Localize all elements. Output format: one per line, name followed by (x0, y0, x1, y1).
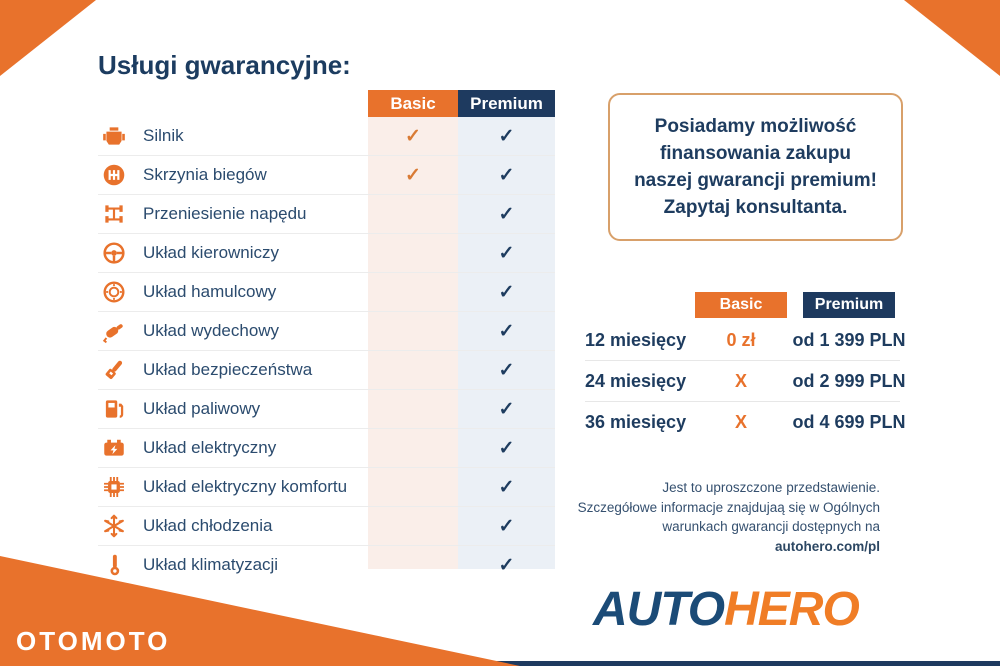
check-icon: ✓ (498, 398, 515, 420)
autohero-logo-auto: AUTO (593, 583, 725, 636)
premium-cell (458, 429, 555, 467)
basic-cell (368, 312, 458, 350)
check-icon: ✓ (498, 281, 515, 303)
premium-cell (458, 195, 555, 233)
check-icon: ✓ (498, 476, 515, 498)
premium-cell (458, 468, 555, 506)
table-row (98, 156, 555, 195)
premium-cell (458, 546, 555, 584)
service-label: Układ bezpieczeństwa (143, 360, 313, 379)
autohero-logo (593, 582, 859, 637)
corner-decoration-top-right (904, 0, 1000, 76)
check-icon: ✓ (498, 242, 515, 264)
disclaimer-line-3: warunkach gwarancji dostępnych na (662, 519, 880, 534)
service-label: Układ klimatyzacji (143, 555, 279, 574)
basic-cell (368, 546, 458, 584)
premium-cell (458, 156, 555, 194)
table-row (98, 234, 555, 273)
premium-cell (458, 234, 555, 272)
basic-cell (368, 507, 458, 545)
basic-cell (368, 468, 458, 506)
check-icon: ✓ (405, 164, 421, 186)
service-label: Układ kierowniczy (143, 243, 280, 262)
table-row (98, 195, 555, 234)
pricing-row (585, 320, 906, 361)
autohero-logo-hero: HERO (724, 583, 859, 636)
check-icon: ✓ (498, 125, 515, 147)
drivetrain-icon (101, 201, 127, 227)
pricing-rows (585, 320, 906, 442)
premium-cell (458, 351, 555, 389)
premium-cell (458, 390, 555, 428)
thermometer-icon (101, 552, 127, 578)
service-label: Układ chłodzenia (143, 516, 273, 535)
otomoto-logo: OTOMOTO (16, 626, 171, 656)
chip-icon (101, 474, 127, 500)
column-header-premium-label: Premium (470, 93, 543, 113)
battery-icon (101, 435, 127, 461)
period-label: 12 miesięcy (585, 329, 687, 350)
service-label: Przeniesienie napędu (143, 204, 307, 223)
basic-price: X (734, 411, 747, 432)
column-header-basic-label: Basic (390, 93, 436, 113)
exhaust-icon (101, 318, 127, 344)
basic-cell (368, 117, 458, 155)
page-title: Usługi gwarancyjne: (98, 50, 351, 80)
warranty-services-table (98, 50, 555, 576)
table-row (98, 468, 555, 507)
disclaimer-line-2: Szczegółowe informacje znajdujaą się w Ogólnych (577, 499, 880, 515)
check-icon: ✓ (498, 164, 515, 186)
promo-line: finansowania zakupu (659, 143, 852, 164)
basic-cell (368, 195, 458, 233)
brake-disc-icon (101, 279, 127, 305)
column-header-premium (458, 90, 555, 117)
service-label: Silnik (143, 126, 184, 145)
table-row (98, 117, 555, 156)
table-row (98, 390, 555, 429)
service-label: Układ hamulcowy (143, 282, 277, 301)
service-label: Układ elektryczny komfortu (143, 477, 348, 496)
pricing-row (585, 402, 906, 442)
pricing-row (585, 361, 906, 402)
basic-cell (368, 273, 458, 311)
disclaimer-text (560, 478, 880, 556)
promo-line: naszej gwarancji premium! (634, 170, 877, 191)
check-icon: ✓ (498, 320, 515, 342)
premium-cell (458, 507, 555, 545)
service-label: Układ wydechowy (143, 321, 280, 340)
promo-line: Posiadamy możliwość (654, 116, 857, 137)
pricing-header-basic (695, 292, 787, 318)
steering-wheel-icon (101, 240, 127, 266)
premium-cell (458, 117, 555, 155)
period-label: 24 miesięcy (585, 370, 687, 391)
premium-price: od 4 699 PLN (792, 411, 906, 432)
service-label: Skrzynia biegów (143, 165, 267, 184)
pricing-header-basic-label: Basic (719, 296, 763, 313)
check-icon: ✓ (498, 515, 515, 537)
service-label: Układ paliwowy (143, 399, 261, 418)
disclaimer-url: autohero.com/pl (774, 538, 880, 554)
basic-cell (368, 351, 458, 389)
basic-cell (368, 429, 458, 467)
gearbox-icon (101, 162, 127, 188)
engine-icon (101, 123, 127, 149)
basic-cell (368, 390, 458, 428)
snowflake-icon (101, 513, 127, 539)
table-row (98, 429, 555, 468)
disclaimer-line-1: Jest to uproszczone przedstawienie. (662, 480, 880, 495)
premium-price: od 1 399 PLN (792, 329, 906, 350)
table-row (98, 507, 555, 546)
financing-promo-box (608, 93, 903, 241)
basic-cell (368, 156, 458, 194)
table-row (98, 351, 555, 390)
promo-line: Zapytaj konsultanta. (663, 197, 848, 218)
check-icon: ✓ (498, 554, 515, 576)
premium-cell (458, 273, 555, 311)
service-label: Układ elektryczny (143, 438, 277, 457)
warranty-rows (98, 117, 555, 584)
basic-cell (368, 234, 458, 272)
column-header-basic (368, 90, 458, 117)
check-icon: ✓ (498, 359, 515, 381)
period-label: 36 miesięcy (585, 411, 687, 432)
check-icon: ✓ (498, 203, 515, 225)
check-icon: ✓ (405, 125, 421, 147)
fuel-pump-icon (101, 396, 127, 422)
table-row (98, 273, 555, 312)
corner-decoration-top-left (0, 0, 96, 76)
check-icon: ✓ (498, 437, 515, 459)
basic-price: 0 zł (726, 329, 756, 350)
pricing-header-premium-label: Premium (814, 296, 884, 313)
pricing-header-premium (803, 292, 895, 318)
premium-price: od 2 999 PLN (792, 370, 906, 391)
premium-cell (458, 312, 555, 350)
seatbelt-icon (101, 357, 127, 383)
basic-price: X (734, 370, 747, 391)
table-row (98, 546, 555, 584)
table-row (98, 312, 555, 351)
